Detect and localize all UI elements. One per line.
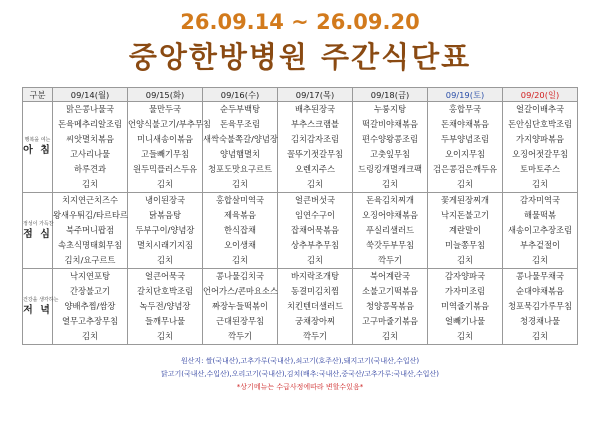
dish-item: 계란말이 [448, 225, 482, 235]
meal-subtitle: 행복을 여는 [24, 137, 51, 143]
menu-change-notice: *상기메뉴는 수급사정에따라 변할수있음* [236, 383, 364, 391]
dish-item: 꼴뚜기젓갈무침 [286, 149, 344, 159]
dish-item: 임연수구이 [294, 210, 336, 220]
day-header-saturday: 09/19(토) [428, 88, 503, 102]
day-header: 09/18(금) [353, 88, 428, 102]
meal-name: 아 침 [23, 145, 52, 156]
dish-item: 오징어야채볶음 [361, 210, 419, 220]
dish-item: 간장불고기 [69, 286, 111, 296]
menu-cell [53, 102, 128, 193]
dish-item: 콩나물무채국 [515, 271, 565, 281]
meal-name: 저 녁 [23, 304, 52, 316]
column-header-label: 구분 [23, 88, 53, 102]
dish-item: 감자미역국 [519, 195, 561, 205]
dish-item: 얼큰버섯국 [294, 195, 336, 205]
weekly-menu-table [22, 87, 578, 345]
dish-item: 물만두국 [148, 104, 182, 114]
meal-row [23, 193, 578, 269]
dish-item: 돈안심단호박조림 [507, 119, 573, 129]
dish-item: 잡채어묵볶음 [290, 225, 340, 235]
menu-cell [203, 102, 278, 193]
day-header: 09/15(화) [128, 88, 203, 102]
dish-item: 북주머니팝점 [65, 225, 115, 235]
dish-item: 돈육김치찌개 [365, 195, 415, 205]
dish-item: 떡갈비야채볶음 [361, 119, 419, 129]
dish-item: 언양식불고기/부추무침 [128, 119, 211, 129]
dish-item: 고춧잎무침 [369, 149, 411, 159]
dish-item: 김치/요구르트 [64, 255, 116, 265]
dish-item: 해물떡볶 [523, 210, 557, 220]
meal-label [23, 102, 53, 193]
dish-item: 배추된장국 [294, 104, 336, 114]
dish-item: 고구마줄기볶음 [361, 316, 419, 326]
meal-name: 점 심 [23, 228, 52, 240]
menu-body [23, 102, 578, 345]
dish-item: 동결미김치찜 [290, 286, 340, 296]
meal-subtitle: 정성이 가득찬 [23, 220, 54, 227]
dish-item: 청포도맛요구르트 [207, 164, 273, 174]
dish-item: 오이지무침 [444, 149, 486, 159]
dish-item: 청양콩목볶음 [365, 301, 415, 311]
date-range: 26.09.14 ~ 26.09.20 [180, 10, 420, 34]
dish-item: 검은콩검은깨두유 [432, 164, 498, 174]
menu-cell [428, 102, 503, 193]
menu-cell [128, 193, 203, 269]
dish-item: 편수양왕콩조림 [361, 134, 419, 144]
dish-item: 홍합살미역국 [215, 195, 265, 205]
dish-item: 두부구이/양념장 [135, 225, 195, 235]
dish-item: 토마토주스 [519, 164, 561, 174]
dish-item: 미늘쫑무침 [444, 240, 486, 250]
dish-item: 두부양념조림 [440, 134, 490, 144]
dish-item: 김치감자조림 [290, 134, 340, 144]
dish-item: 김치 [381, 331, 399, 341]
dish-item: 양념햄멸치 [219, 149, 261, 159]
dish-item: 김치 [81, 331, 99, 341]
dish-item: 콩나물김치국 [215, 271, 265, 281]
dish-item: 녹두전/양념장 [139, 301, 191, 311]
dish-item: 양배추찜/쌈장 [64, 301, 116, 311]
dish-item: 돈육메추리알조림 [57, 119, 123, 129]
day-header-sunday: 09/20(일) [503, 88, 578, 102]
dish-item: 깍두기 [377, 255, 403, 265]
menu-cell [278, 102, 353, 193]
dish-item: 부추스크램블 [290, 119, 340, 129]
dish-item: 김치 [306, 179, 324, 189]
menu-cell [53, 269, 128, 345]
dish-item: 청경채나물 [519, 316, 561, 326]
origin-info-line-1: 원산지: 쌀(국내산),고추가루(국내산),쇠고기(호주산),돼지고기(국내산,수입산) [180, 357, 420, 365]
dish-item: 속초식명태회무침 [57, 240, 123, 250]
dish-item: 홍합무국 [448, 104, 482, 114]
dish-item: 새싹숙불쪽갈/양념장 [203, 134, 278, 144]
dish-item: 가지양파볶음 [515, 134, 565, 144]
menu-cell [278, 193, 353, 269]
meal-row [23, 102, 578, 193]
menu-cell [353, 102, 428, 193]
dish-item: 김치 [456, 255, 474, 265]
dish-item: 김치 [156, 331, 174, 341]
dish-item: 열무고추장무침 [61, 316, 119, 326]
dish-item: 김치 [456, 331, 474, 341]
meal-row [23, 269, 578, 345]
menu-cell [353, 193, 428, 269]
menu-cell [503, 269, 578, 345]
dish-item: 돈채야채볶음 [440, 119, 490, 129]
dish-item: 김치 [81, 179, 99, 189]
dish-item: 얼빼기나물 [444, 316, 486, 326]
dish-item: 새송이고추장조림 [507, 225, 573, 235]
dish-item: 얼큰어묵국 [144, 271, 186, 281]
dish-item: 제육볶음 [223, 210, 257, 220]
dish-item: 부추겉절이 [519, 240, 561, 250]
table-header-row [23, 88, 578, 102]
dish-item: 갈치단호박조림 [136, 286, 194, 296]
dish-item: 깍두기 [302, 331, 328, 341]
dish-item: 김치 [531, 179, 549, 189]
menu-cell [128, 269, 203, 345]
dish-item: 고들빼기무침 [140, 149, 190, 159]
dish-item: 깍두기 [227, 331, 253, 341]
menu-cell [203, 269, 278, 345]
day-header: 09/14(월) [53, 88, 128, 102]
dish-item: 치킨텐더샐러드 [286, 301, 344, 311]
dish-item: 들깨무나물 [144, 316, 186, 326]
meal-label [23, 193, 53, 269]
dish-item: 김치 [306, 255, 324, 265]
dish-item: 언어가스/콘마요소스 [203, 286, 278, 296]
dish-item: 멸치시래기지짐 [136, 240, 194, 250]
dish-item: 한식잡채 [223, 225, 257, 235]
dish-item: 치지연근치즈수 [61, 195, 119, 205]
dish-item: 왕새우튀김/타르타르 [53, 210, 128, 220]
dish-item: 김치 [156, 179, 174, 189]
dish-item: 순대야채볶음 [515, 286, 565, 296]
dish-item: 근대된장무침 [215, 316, 265, 326]
dish-item: 오징어젓갈무침 [511, 149, 569, 159]
dish-item: 미니새송이볶음 [136, 134, 194, 144]
dish-item: 닭볶음탕 [148, 210, 182, 220]
dish-item: 순두부백탕 [219, 104, 261, 114]
menu-cell [428, 193, 503, 269]
meal-subtitle: 건강을 생각하는 [23, 296, 59, 303]
dish-item: 꽃게된장찌개 [440, 195, 490, 205]
dish-item: 김치 [156, 255, 174, 265]
dish-item: 드링킹개멸캐크팩 [357, 164, 423, 174]
dish-item: 바지락조개탕 [290, 271, 340, 281]
dish-item: 얼갈이배추국 [515, 104, 565, 114]
dish-item: 낙지돈불고기 [440, 210, 490, 220]
dish-item: 김치 [231, 255, 249, 265]
menu-cell [128, 102, 211, 193]
dish-item: 누룽지탕 [373, 104, 407, 114]
day-header: 09/16(수) [203, 88, 278, 102]
dish-item: 짜장누들떡볶이 [211, 301, 269, 311]
dish-item: 궁채장아찌 [294, 316, 336, 326]
menu-cell [353, 269, 428, 345]
dish-item: 미역줄기볶음 [440, 301, 490, 311]
dish-item: 김치 [531, 331, 549, 341]
origin-info-line-2: 닭고기(국내산,수입산),오리고기(국내산),김치(배추:국내산,중국산/고추가루:국내산,수입산) [160, 370, 440, 378]
dish-item: 김치 [381, 179, 399, 189]
dish-item: 씨앗멸치볶음 [65, 134, 115, 144]
dish-item: 맑은콩나물국 [65, 104, 115, 114]
dish-item: 가자미조림 [444, 286, 486, 296]
dish-item: 청포묵김가루무침 [507, 301, 573, 311]
menu-cell [53, 193, 128, 269]
dish-item: 감자양파국 [444, 271, 486, 281]
dish-item: 오이생채 [223, 240, 257, 250]
dish-item: 상추부추무침 [290, 240, 340, 250]
menu-cell [278, 269, 353, 345]
menu-cell [503, 193, 578, 269]
dish-item: 냉이된장국 [144, 195, 186, 205]
dish-item: 낙지연포탕 [69, 271, 111, 281]
menu-cell [203, 193, 278, 269]
page-title: 중앙한방병원 주간식단표 [128, 40, 472, 74]
dish-item: 쑥갓두부무침 [365, 240, 415, 250]
dish-item: 소불고기떡볶음 [361, 286, 419, 296]
dish-item: 북어계란국 [369, 271, 411, 281]
dish-item: 김치 [456, 179, 474, 189]
dish-item: 김치 [231, 179, 249, 189]
dish-item: 고사리나물 [69, 149, 111, 159]
menu-cell [428, 269, 503, 345]
dish-item: 원두믹플러스두유 [132, 164, 198, 174]
dish-item: 오렌지주스 [294, 164, 336, 174]
day-header: 09/17(목) [278, 88, 353, 102]
dish-item: 돈육무조림 [219, 119, 261, 129]
meal-label [23, 269, 59, 345]
dish-item: 하루견과 [73, 164, 107, 174]
dish-item: 푸실리샐러드 [365, 225, 415, 235]
dish-item: 김치 [531, 255, 549, 265]
menu-cell [503, 102, 578, 193]
